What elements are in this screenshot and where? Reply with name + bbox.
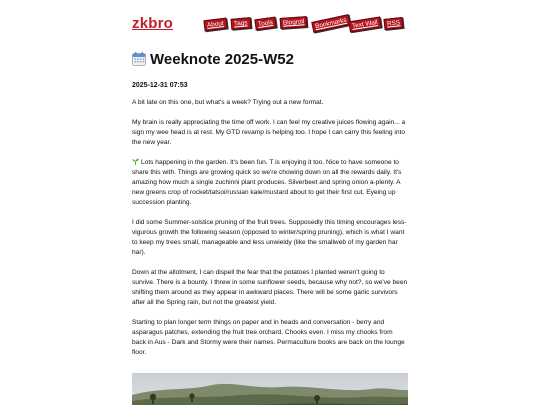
nav-tools[interactable]: Tools	[254, 17, 276, 31]
garden-paragraph-text: Lots happening in the garden. It's been fun. T is enjoying it too. Nice to have someone to share this with. Things are growing quick so we're chowing down on all the rewards daily. It's amazing how much a single zuchinni plant produces. Silverbeet and spring onion a-plenty. A new greens crop of rocket/tatsoi/russian kale/mustard about to get their first cut. Eyeing up succession planting.	[132, 159, 402, 206]
nav-bookmarks[interactable]: Bookmarks	[311, 14, 350, 33]
page-container	[132, 0, 408, 356]
nav-rss[interactable]: RSS	[383, 17, 403, 30]
post-title-text: Weeknote 2025-W52	[150, 51, 294, 68]
calendar-icon	[132, 52, 146, 66]
sprout-icon	[132, 158, 139, 165]
post-date: 2025-12-31 07:53	[132, 82, 188, 89]
post-paragraph-garden	[132, 158, 408, 208]
nav-about[interactable]: About	[203, 18, 227, 32]
post-body	[132, 98, 408, 368]
nav-tags[interactable]: Tags	[231, 17, 251, 30]
post-paragraph: I did some Summer-solstice pruning of the fruit trees. Supposedly this timing encourages less-vigurous growth the following season (opposed to winter/spring pruning), which is what I want to keep my trees small, manageable and less unwieldy (like the smallweb of my garden har har).	[132, 219, 407, 256]
post-paragraph: Starting to plan longer term things on paper and in heads and conversation - berry and asparagus patches, extending the fruit tree orchard. Chooks even. I miss my chooks from back in Aus - Dark and Stormy were their names. Permaculture books are back on the lounge floor.	[132, 319, 405, 356]
nav-text-wall[interactable]: Text Wall	[348, 17, 381, 33]
post-paragraph: Down at the allotment, I can dispell the fear that the potatoes I planted weren't going to survive. There is a bounty. I threw in some sunflower seeds, because why not?, so we've been shifting them around as they appear in awkward places. There will be some garlic survivors after all the Spring rain, but not the greatest yield.	[132, 269, 408, 306]
landscape-photo	[132, 373, 408, 405]
post-paragraph: A bit late on this one, but what's a week? Trying out a new format.	[132, 99, 324, 106]
site-logo-link[interactable]: zkbro	[132, 15, 174, 32]
site-header	[132, 0, 408, 42]
main-nav	[204, 14, 414, 40]
post-paragraph: My brain is really appreciating the time off work. I can feel my creative juices flowing again... a sign my wee head is at rest. My GTD revamp is helping too. I hope I can carry this feeling into the new year.	[132, 119, 406, 146]
landscape-photo-image	[132, 373, 408, 405]
nav-blogroll[interactable]: Blogroll	[280, 16, 308, 29]
post-title	[132, 50, 294, 70]
